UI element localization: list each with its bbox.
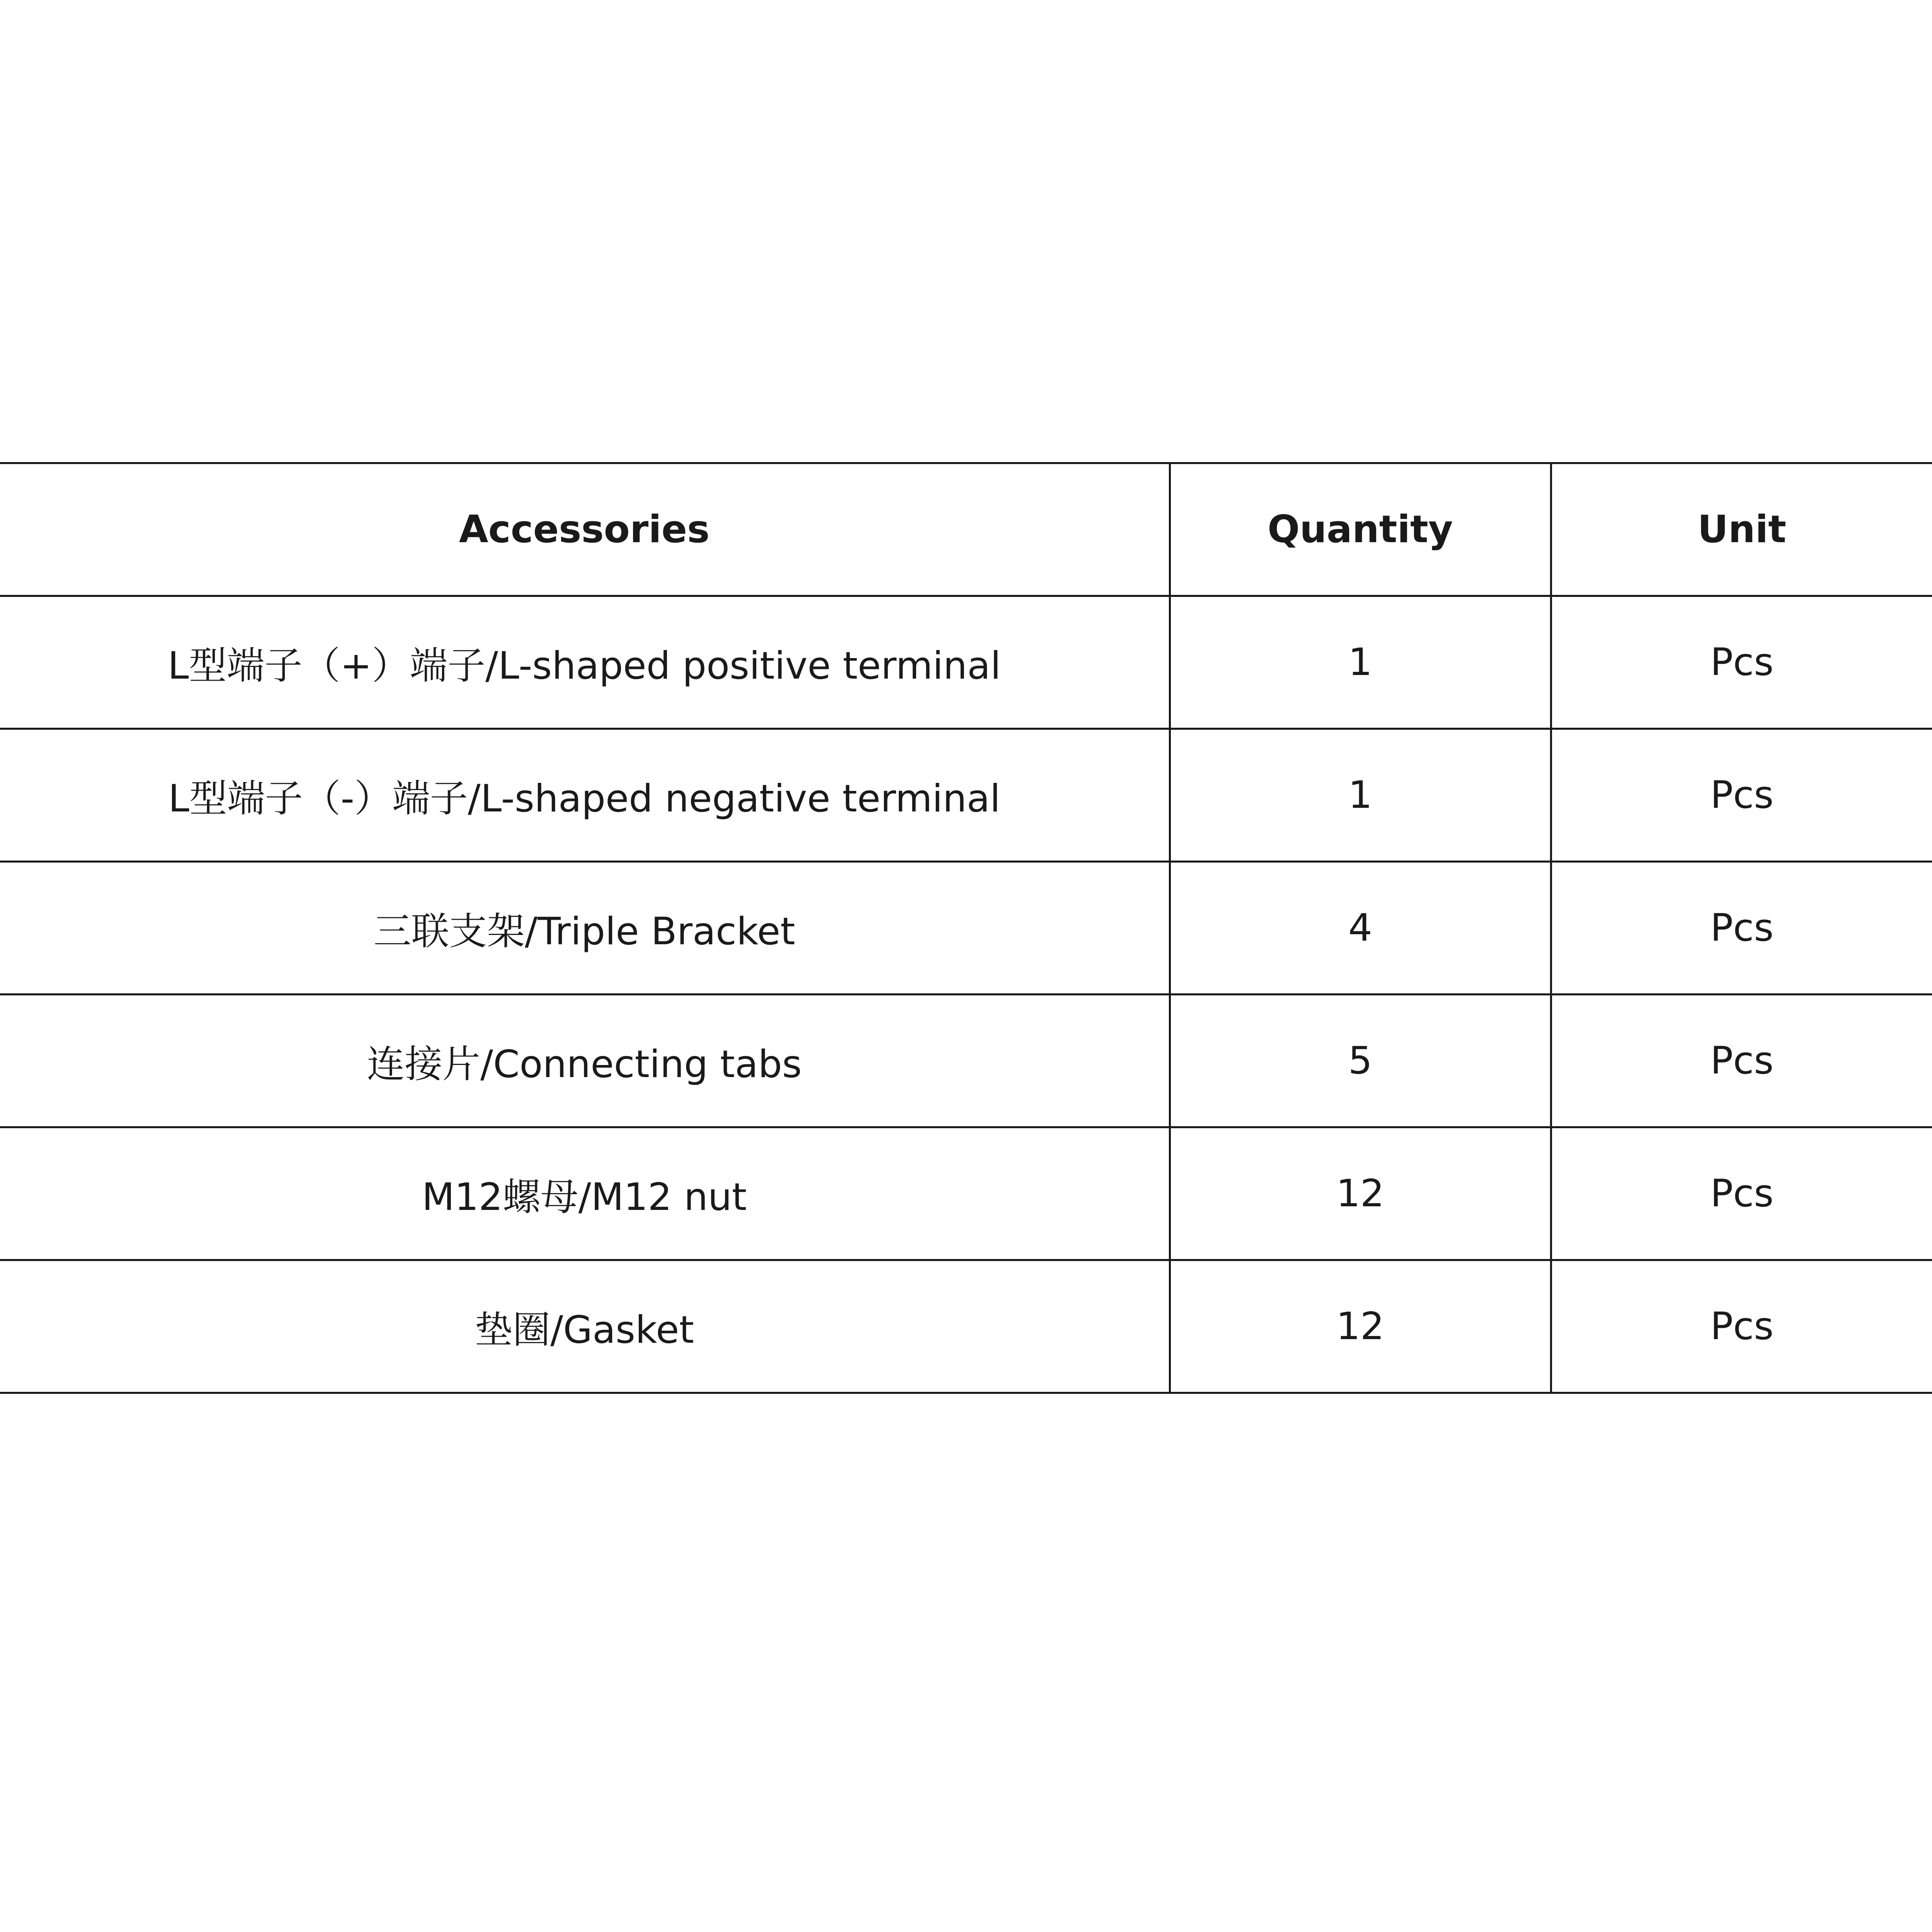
table-row [0, 596, 1932, 729]
accessory-quantity: 1 [1170, 729, 1551, 862]
header-unit: Unit [1551, 463, 1932, 596]
accessory-quantity: 12 [1170, 1127, 1551, 1260]
header-quantity: Quantity [1170, 463, 1551, 596]
accessory-name: 垫圈/Gasket [0, 1260, 1170, 1393]
accessory-name: L型端子（+）端子/L-shaped positive terminal [0, 596, 1170, 729]
accessory-unit: Pcs [1551, 1260, 1932, 1393]
accessory-name: L型端子（-）端子/L-shaped negative terminal [0, 729, 1170, 862]
accessory-name: 三联支架/Triple Bracket [0, 862, 1170, 995]
table-row [0, 862, 1932, 995]
accessory-name: M12螺母/M12 nut [0, 1127, 1170, 1260]
accessory-unit: Pcs [1551, 862, 1932, 995]
accessory-unit: Pcs [1551, 995, 1932, 1127]
accessory-unit: Pcs [1551, 1127, 1932, 1260]
accessory-unit: Pcs [1551, 729, 1932, 862]
accessory-quantity: 12 [1170, 1260, 1551, 1393]
accessory-quantity: 4 [1170, 862, 1551, 995]
table-header-row [0, 463, 1932, 596]
accessories-table [0, 462, 1932, 1394]
accessory-quantity: 5 [1170, 995, 1551, 1127]
table-row [0, 995, 1932, 1127]
accessory-name: 连接片/Connecting tabs [0, 995, 1170, 1127]
table-row [0, 1260, 1932, 1393]
table-row [0, 729, 1932, 862]
header-accessories: Accessories [0, 463, 1170, 596]
table-row [0, 1127, 1932, 1260]
accessory-unit: Pcs [1551, 596, 1932, 729]
accessory-quantity: 1 [1170, 596, 1551, 729]
